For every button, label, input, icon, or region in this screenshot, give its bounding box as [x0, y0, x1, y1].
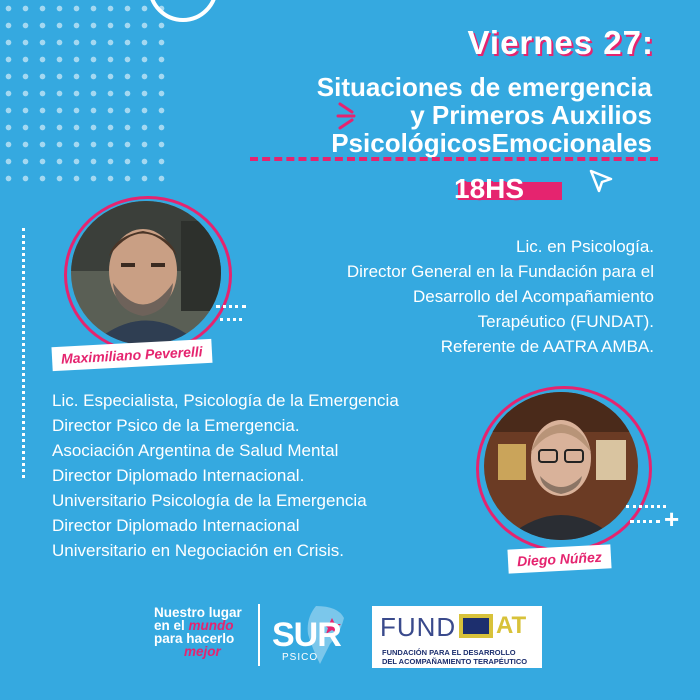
fundat-logo-text: FUND — [380, 612, 457, 642]
speaker2-bio — [52, 388, 399, 563]
slogan-line: para hacerlo — [154, 631, 235, 646]
plus-icon: + — [664, 504, 680, 534]
event-title-line-1: Situaciones de emergencia — [316, 72, 652, 102]
speaker2-name-tag: Diego Núñez — [507, 544, 611, 573]
event-title-line-2: y Primeros Auxilios — [410, 100, 652, 130]
slogan — [154, 606, 242, 658]
speaker1-bio-line: Terapéutico (FUNDAT). — [477, 312, 654, 331]
speaker2-bio-line: Director Psico de la Emergencia. — [52, 416, 300, 435]
decorative-dots — [216, 305, 246, 308]
fundat-logo-at: AT — [496, 612, 527, 639]
slogan-accent: mundo — [188, 618, 234, 633]
speaker2-bio-line: Lic. Especialista, Psicología de la Emergencia — [52, 391, 399, 410]
speaker1-name-tag: Maximiliano Peverelli — [51, 339, 212, 371]
decorative-dots — [626, 505, 666, 508]
speaker1-bio — [347, 234, 654, 359]
spark-icon — [336, 100, 366, 132]
fundat-logo — [372, 606, 542, 668]
slogan-line: mejor — [184, 644, 221, 659]
event-title-line-3: PsicológicosEmocionales — [331, 128, 652, 158]
speaker1-bio-line: Desarrollo del Acompañamiento — [413, 287, 654, 306]
sur-logo-subtext: PSICO — [282, 652, 319, 663]
speaker2-bio-line: Director Diplomado Internacional. — [52, 466, 305, 485]
fundat-subtitle-line: DEL ACOMPAÑAMIENTO TERAPÉUTICO — [382, 657, 528, 666]
decorative-dots — [220, 318, 242, 321]
speaker2-bio-line: Director Diplomado Internacional — [52, 516, 300, 535]
slogan-text: en el — [154, 618, 189, 633]
footer-divider — [258, 604, 260, 666]
slogan-line: Nuestro lugar — [154, 605, 242, 620]
dot-pattern — [0, 0, 170, 190]
speaker2-bio-line: Universitario en Negociación en Crisis. — [52, 541, 344, 560]
speaker2-bio-line: Universitario Psicología de la Emergencia — [52, 491, 367, 510]
event-time: 18HS — [454, 173, 525, 204]
fundat-logo-subtitle — [382, 648, 527, 666]
cursor-icon — [588, 168, 614, 194]
speaker1-photo — [71, 201, 221, 345]
fundat-logo-mark-inner — [463, 618, 489, 634]
vertical-dot-line — [22, 228, 25, 478]
sur-psico-logo — [268, 604, 360, 666]
speaker1-bio-line: Referente de AATRA AMBA. — [440, 337, 654, 356]
speaker1-bio-line: Director General en la Fundación para el — [346, 262, 654, 281]
sur-logo-text: SUR — [272, 616, 341, 654]
speaker2-bio-line: Asociación Argentina de Salud Mental — [52, 441, 339, 460]
title-underline — [250, 157, 658, 161]
decorative-dots — [630, 520, 660, 523]
speaker1-bio-line: Lic. en Psicología. — [516, 237, 654, 256]
fundat-subtitle-line: FUNDACIÓN PARA EL DESARROLLO — [382, 648, 516, 657]
event-date: Viernes 27: — [467, 24, 654, 61]
speaker2-photo — [484, 392, 638, 540]
